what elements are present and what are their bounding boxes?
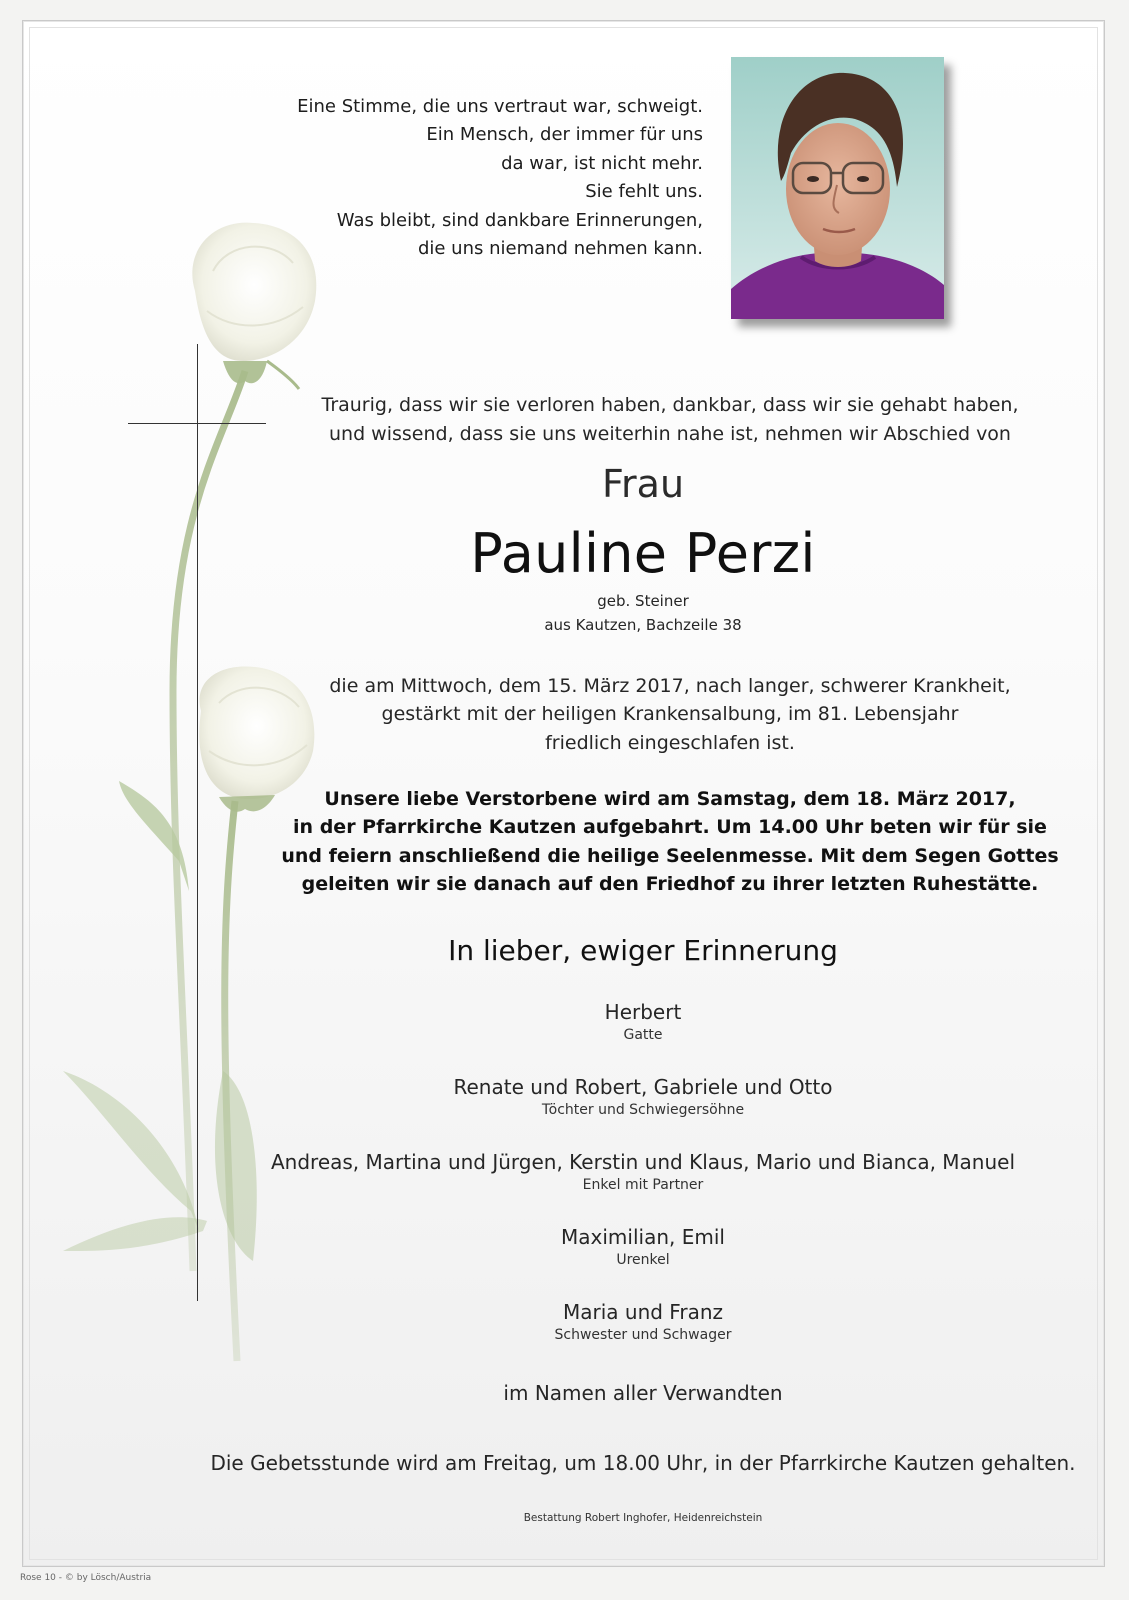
relatives-line: im Namen aller Verwandten <box>503 1381 783 1405</box>
mourner-relation: Urenkel <box>616 1252 670 1268</box>
prayer-notice: Die Gebetsstunde wird am Freitag, um 18.00 Uhr, in der Pfarrkirche Kautzen gehalten. <box>210 1451 1076 1475</box>
salutation: Frau <box>601 462 685 506</box>
residence: aus Kautzen, Bachzeile 38 <box>544 616 742 634</box>
mourner-names: Renate und Robert, Gabriele und Otto <box>453 1075 833 1099</box>
mourner-entry <box>243 999 1043 1045</box>
mourner-names: Herbert <box>604 1000 682 1024</box>
template-credit: Rose 10 - © by Lösch/Austria <box>20 1573 152 1583</box>
mourner-names: Maximilian, Emil <box>561 1225 725 1249</box>
intro-line: Traurig, dass wir sie verloren haben, dankbar, dass wir sie gehabt haben, <box>321 394 1019 416</box>
cross-horizontal-line <box>128 423 266 424</box>
mourner-names: Andreas, Martina und Jürgen, Kerstin und Klaus, Mario und Bianca, Manuel <box>270 1150 1016 1174</box>
poem-line: Sie fehlt uns. <box>585 181 703 203</box>
mourner-entry <box>243 1299 1043 1345</box>
mourner-relation: Gatte <box>623 1027 663 1043</box>
birth-name: geb. Steiner <box>597 592 689 610</box>
death-notice <box>275 672 1065 757</box>
intro-text <box>285 391 1055 449</box>
undertaker: Bestattung Robert Inghofer, Heidenreichstein <box>523 1512 763 1524</box>
poem-line: da war, ist nicht mehr. <box>501 152 703 174</box>
funeral-notice <box>255 785 1085 898</box>
poem-line: Ein Mensch, der immer für uns <box>426 124 703 146</box>
death-notice-line: friedlich eingeschlafen ist. <box>545 731 795 754</box>
mourner-relation: Enkel mit Partner <box>582 1177 704 1193</box>
mourner-names: Maria und Franz <box>562 1300 723 1324</box>
mourner-relation: Töchter und Schwiegersöhne <box>541 1102 745 1118</box>
poem <box>213 93 703 263</box>
funeral-notice-line: geleiten wir sie danach auf den Friedhof zu ihrer letzten Ruhestätte. <box>301 872 1039 895</box>
mourner-entry <box>243 1149 1043 1195</box>
intro-line: und wissend, dass sie uns weiterhin nahe ist, nehmen wir Abschied von <box>329 423 1011 445</box>
funeral-notice-line: und feiern anschließend die heilige Seelenmesse. Mit dem Segen Gottes <box>281 844 1059 867</box>
mourner-relation: Schwester und Schwager <box>554 1327 732 1343</box>
portrait-image <box>731 57 944 319</box>
memory-heading: In lieber, ewiger Erinnerung <box>448 934 838 967</box>
portrait-photo <box>731 57 944 319</box>
deceased-name: Pauline Perzi <box>470 522 816 585</box>
mourner-entry <box>243 1224 1043 1270</box>
death-notice-line: die am Mittwoch, dem 15. März 2017, nach langer, schwerer Krankheit, <box>329 675 1011 697</box>
mourner-entry <box>243 1074 1043 1120</box>
poem-line: Eine Stimme, die uns vertraut war, schweigt. <box>297 96 703 117</box>
funeral-notice-line: in der Pfarrkirche Kautzen aufgebahrt. Um 14.00 Uhr beten wir für sie <box>293 816 1047 839</box>
poem-line: Was bleibt, sind dankbare Erinnerungen, <box>336 209 703 231</box>
birth-details <box>493 589 793 637</box>
cross-vertical-line <box>197 344 198 1301</box>
poem-line: die uns niemand nehmen kann. <box>417 238 703 260</box>
death-notice-line: gestärkt mit der heiligen Krankensalbung, im 81. Lebensjahr <box>381 703 959 726</box>
funeral-notice-line: Unsere liebe Verstorbene wird am Samstag, dem 18. März 2017, <box>324 788 1016 810</box>
obituary-card <box>22 20 1105 1567</box>
